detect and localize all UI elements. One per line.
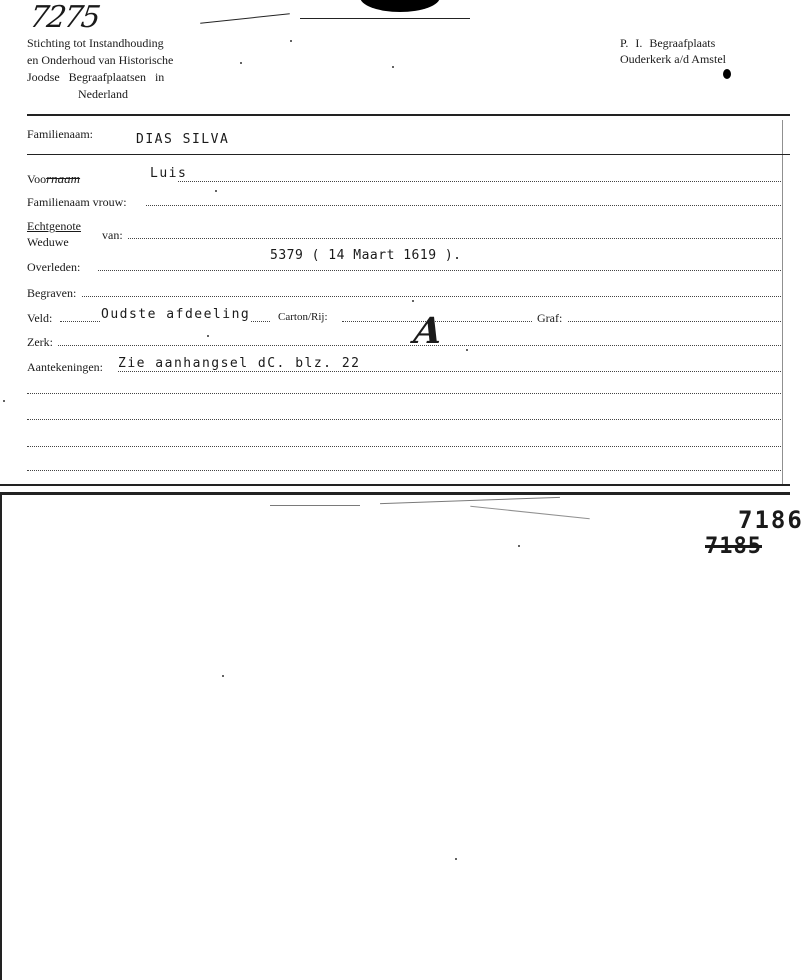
lower-card-top-edge (0, 492, 790, 495)
died-label: Overleden: (27, 260, 81, 274)
org-line-4: Nederland (78, 87, 128, 101)
scan-speck (3, 400, 5, 402)
wife-family-label: Familienaam vrouw: (27, 195, 127, 209)
grave-label: Graf: (537, 311, 563, 325)
notes-label: Aantekeningen: (27, 360, 103, 374)
scan-streak (270, 505, 360, 506)
card-bottom-edge (0, 484, 790, 486)
of-label: van: (102, 228, 123, 242)
scan-speck (412, 300, 414, 302)
field-value: Oudste afdeeling (101, 307, 251, 322)
scan-streak (470, 506, 589, 520)
org-line-1: Stichting tot Instandhouding (27, 36, 164, 50)
lower-card-number: 7186 (738, 506, 804, 534)
notes-extra-line-2 (27, 419, 781, 420)
scan-speck (392, 66, 394, 68)
scan-speck (290, 40, 292, 42)
scan-speck (455, 858, 457, 860)
stone-label: Zerk: (27, 335, 53, 349)
scan-speck (240, 62, 242, 64)
died-value: 5379 ( 14 Maart 1619 ). (270, 248, 462, 263)
field-label: Veld: (27, 311, 53, 325)
scan-speck (222, 675, 224, 677)
notes-dotted-line (118, 371, 781, 372)
scan-speck (207, 335, 209, 337)
first-name-value: Luis (150, 166, 188, 181)
handwritten-card-number: 7275 (27, 0, 101, 35)
first-name-dotted-line (178, 181, 781, 182)
buried-dotted-line (82, 296, 781, 297)
notes-value: Zie aanhangsel dC. blz. 22 (118, 356, 361, 371)
notes-extra-line-1 (27, 393, 781, 394)
cemetery-line-2: Ouderkerk a/d Amstel (620, 52, 726, 66)
notes-extra-line-4 (27, 470, 781, 471)
scan-streak (300, 18, 470, 19)
org-line-3: Joodse Begraafplaatsen in (27, 70, 165, 84)
grave-dotted-line (568, 321, 781, 322)
buried-label: Begraven: (27, 286, 77, 300)
family-name-label: Familienaam: (27, 127, 93, 141)
first-name-label-crossed: rnaam (46, 171, 81, 186)
scan-speck (518, 545, 520, 547)
lower-card-left-edge (0, 492, 2, 980)
ink-smudge (360, 0, 440, 12)
wife-family-dotted-line (146, 205, 781, 206)
died-dotted-line (98, 270, 781, 271)
family-name-value: DIAS SILVA (136, 132, 230, 147)
family-name-divider (27, 154, 790, 155)
scan-streak (200, 13, 290, 23)
notes-extra-line-3 (27, 446, 781, 447)
scan-streak (380, 497, 560, 504)
org-line-2: en Onderhoud van Historische (27, 53, 174, 67)
spouse-label: Echtgenote (27, 219, 81, 233)
ink-dot (723, 69, 731, 79)
scan-speck (215, 190, 217, 192)
first-name-label-prefix: Voo (27, 172, 47, 186)
cemetery-line-1: P. I. Begraafplaats (620, 36, 716, 50)
widow-label: Weduwe (27, 235, 69, 249)
spouse-dotted-line (128, 238, 781, 239)
handwritten-letter: A (411, 310, 445, 352)
stone-dotted-line (58, 345, 781, 346)
first-name-label (27, 171, 80, 187)
header-divider (27, 114, 790, 116)
scan-speck (466, 349, 468, 351)
card-right-edge (782, 120, 783, 484)
carton-label: Carton/Rij: (278, 311, 328, 323)
lower-card-number-crossed: 7185 (705, 534, 762, 559)
